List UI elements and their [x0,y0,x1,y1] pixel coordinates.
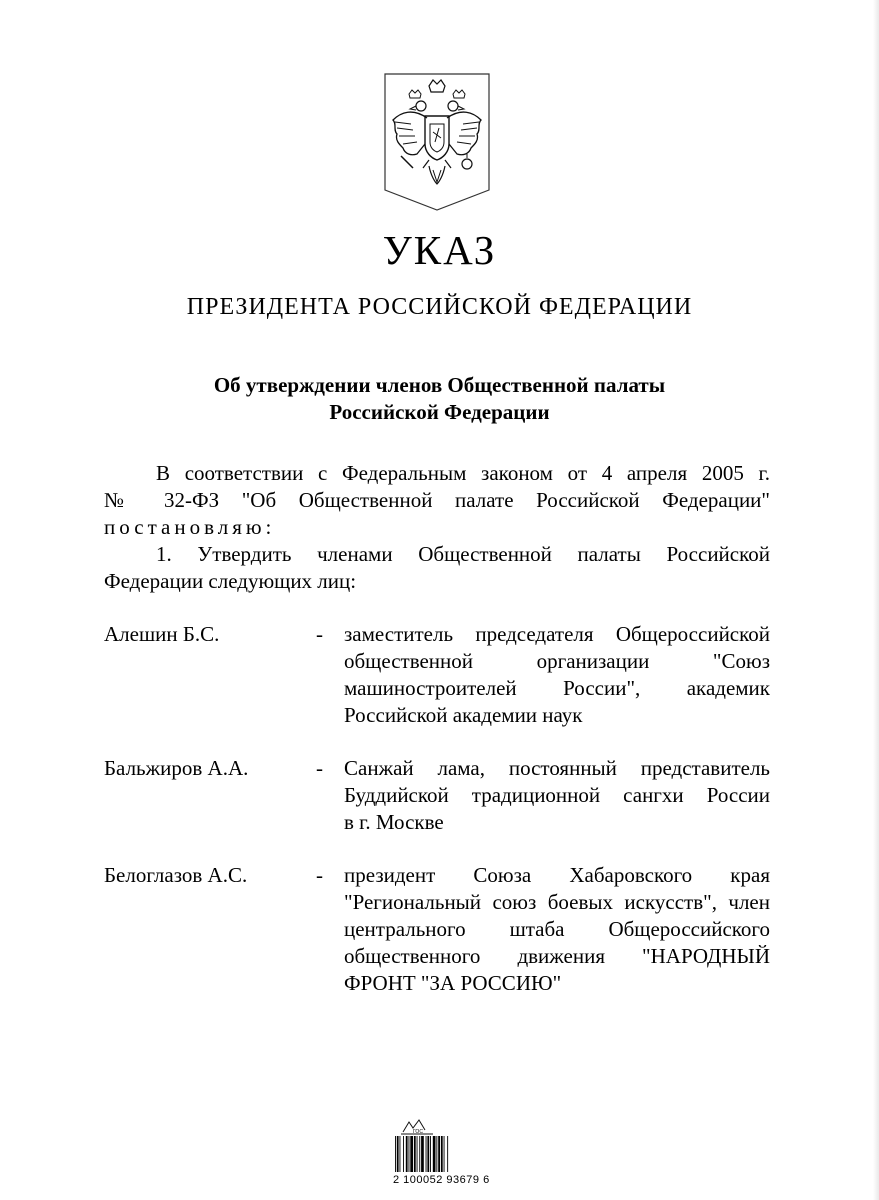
barcode-icon [393,1136,488,1176]
item-1-line-1: 1. Утвердить членами Общественной палаты Российской [156,542,770,566]
barcode-bar [406,1136,408,1172]
printer-logo-icon [399,1118,435,1136]
barcode-bar [441,1136,443,1172]
member-description-line: "Региональный союз боевых искусств", член [344,890,770,914]
member-description-line: в г. Москве [344,810,444,834]
item-1-line-2: Федерации следующих лиц: [104,569,357,593]
subject-line-2: Российской Федерации [329,400,550,424]
barcode-bar [414,1136,416,1172]
member-dash: - [316,863,323,887]
russian-coat-of-arms-icon [383,72,491,212]
page-edge-shadow [873,0,879,1200]
decree-title: УКАЗ [382,227,497,273]
preamble-line-3: постановляю: [104,515,276,539]
barcode-bar [427,1136,429,1172]
barcode-bar [410,1136,413,1172]
member-description-line: ФРОНТ "ЗА РОССИЮ" [344,971,562,995]
member-name: Белоглазов А.С. [104,863,248,887]
barcode-bar [419,1136,420,1172]
members-list [104,621,770,1023]
barcode-bar [430,1136,431,1172]
barcode-bar [417,1136,418,1172]
item-1-paragraph [104,541,770,595]
barcode-bar [433,1136,436,1172]
member-description [344,755,770,836]
member-description-line: Буддийской традиционной сангхи России [344,783,770,807]
member-description [344,862,770,997]
barcode-bar [403,1136,404,1172]
barcode-number: 2 100052 93679 6 [393,1174,490,1186]
member-description-line: Российской академии наук [344,703,583,727]
member-entry [104,621,770,729]
member-name: Бальжиров А.А. [104,756,249,780]
barcode-bar [397,1136,399,1172]
decree-subject [0,372,879,426]
barcode-bar [444,1136,445,1172]
barcode-bar [409,1136,410,1172]
decree-subtitle: ПРЕЗИДЕНТА РОССИЙСКОЙ ФЕДЕРАЦИИ [186,294,693,320]
member-entry [104,755,770,836]
member-description-line: общественной организации "Союз [344,649,770,673]
barcode [393,1118,488,1188]
member-name: Алешин Б.С. [104,622,220,646]
member-description-line: президент Союза Хабаровского края [344,863,770,887]
svg-text:ГОС: ГОС [413,1129,423,1135]
member-description [344,621,770,729]
member-entry [104,862,770,997]
barcode-bar [421,1136,424,1172]
barcode-bar [447,1136,448,1172]
member-description-line: общественного движения "НАРОДНЫЙ [344,944,770,968]
member-description-line: заместитель председателя Общероссийской [344,622,770,646]
subject-line-1: Об утверждении членов Общественной палаты [213,373,666,397]
barcode-bar [438,1136,440,1172]
barcode-bar [395,1136,396,1172]
member-description-line: машиностроителей России", академик [344,676,770,700]
barcode-bar [436,1136,437,1172]
preamble-line-1: В соответствии с Федеральным законом от 4 апреля 2005 г. [156,461,770,485]
member-dash: - [316,622,323,646]
member-description-line: Санжай лама, постоянный представитель [344,756,770,780]
preamble-paragraph [104,460,770,541]
preamble-line-2: № 32-ФЗ "Об Общественной палате Российской Федерации" [104,488,770,512]
member-dash: - [316,756,323,780]
member-description-line: центрального штаба Общероссийского [344,917,770,941]
barcode-bar [426,1136,427,1172]
barcode-bar [400,1136,401,1172]
